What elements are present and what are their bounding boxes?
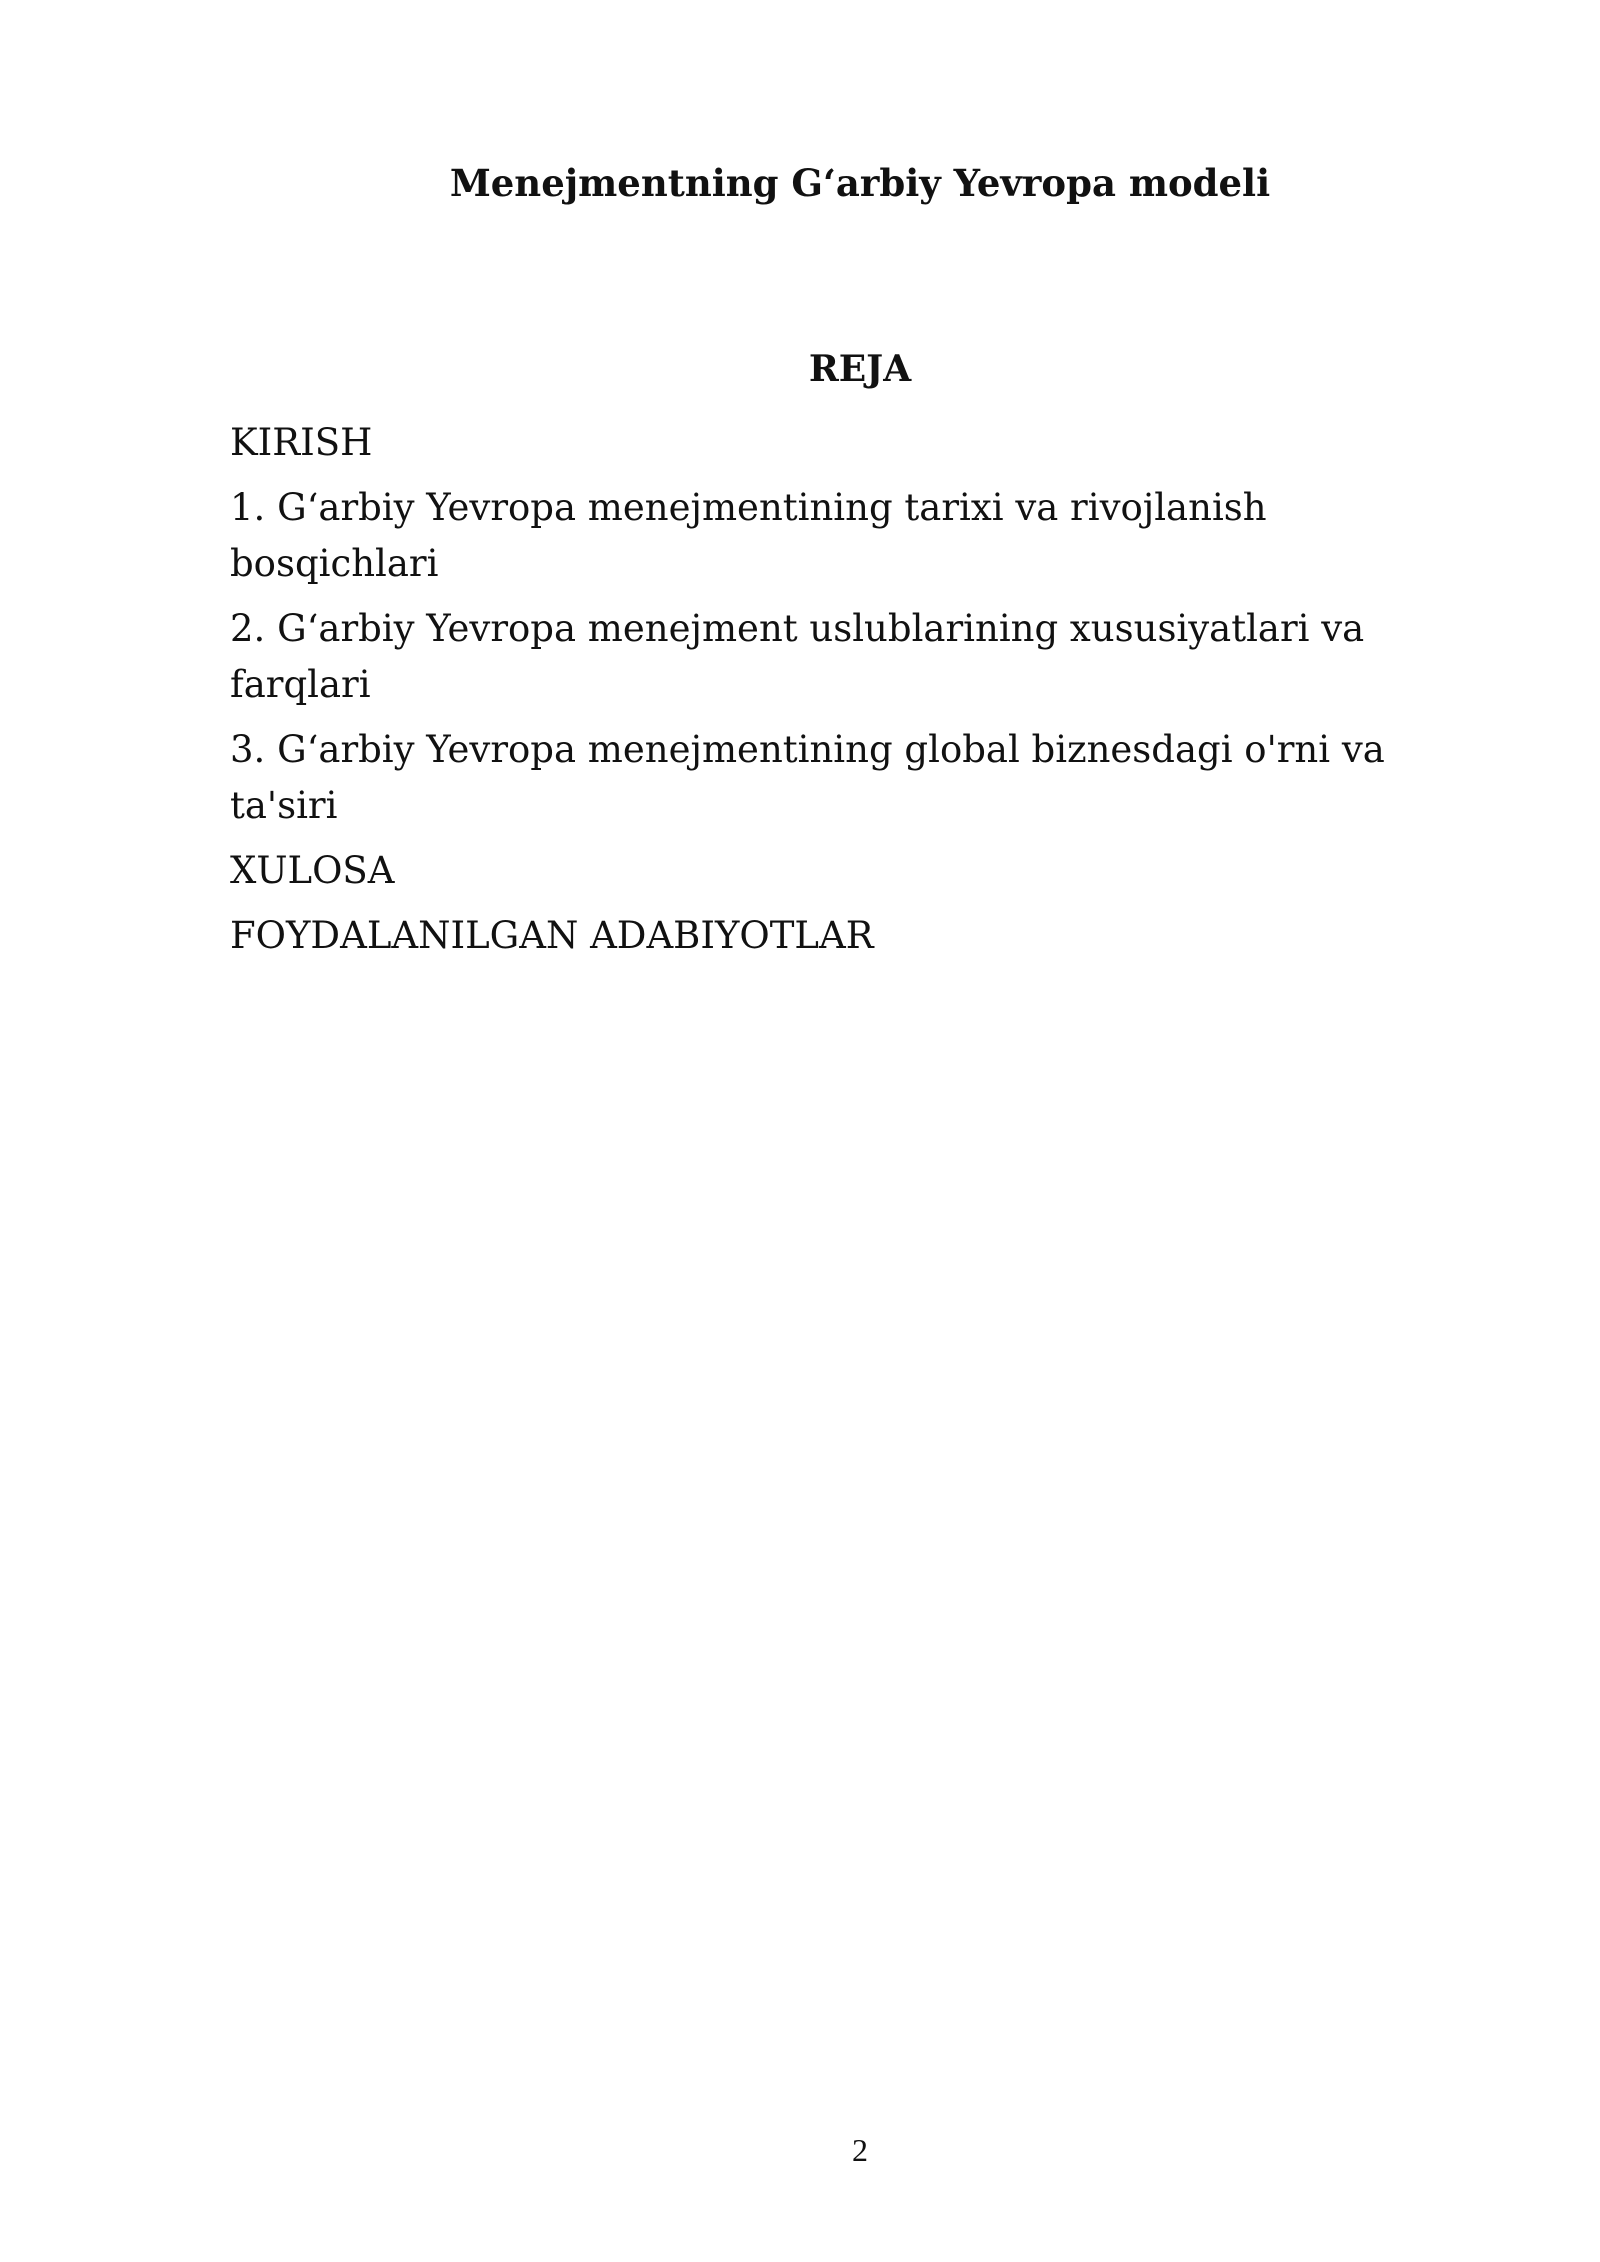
plan-item-conclusion: XULOSA: [230, 849, 395, 892]
plan-item-2: 2. G‘arbiy Yevropa menejment uslublarining xususiyatlari va farqlari: [230, 607, 1365, 706]
plan-item-1: 1. G‘arbiy Yevropa menejmentining tarixi va rivojlanish bosqichlari: [230, 486, 1267, 585]
page-number: 2: [852, 2132, 868, 2168]
document-title: Menejmentning G‘arbiy Yevropa modeli: [449, 161, 1271, 205]
plan-heading: REJA: [808, 348, 912, 390]
plan-list: [230, 415, 1445, 973]
plan-item-3: 3. G‘arbiy Yevropa menejmentining global biznesdagi o'rni va ta'siri: [230, 728, 1385, 827]
plan-item-introduction: KIRISH: [230, 421, 373, 464]
plan-item-references: FOYDALANILGAN ADABIYOTLAR: [230, 914, 874, 957]
